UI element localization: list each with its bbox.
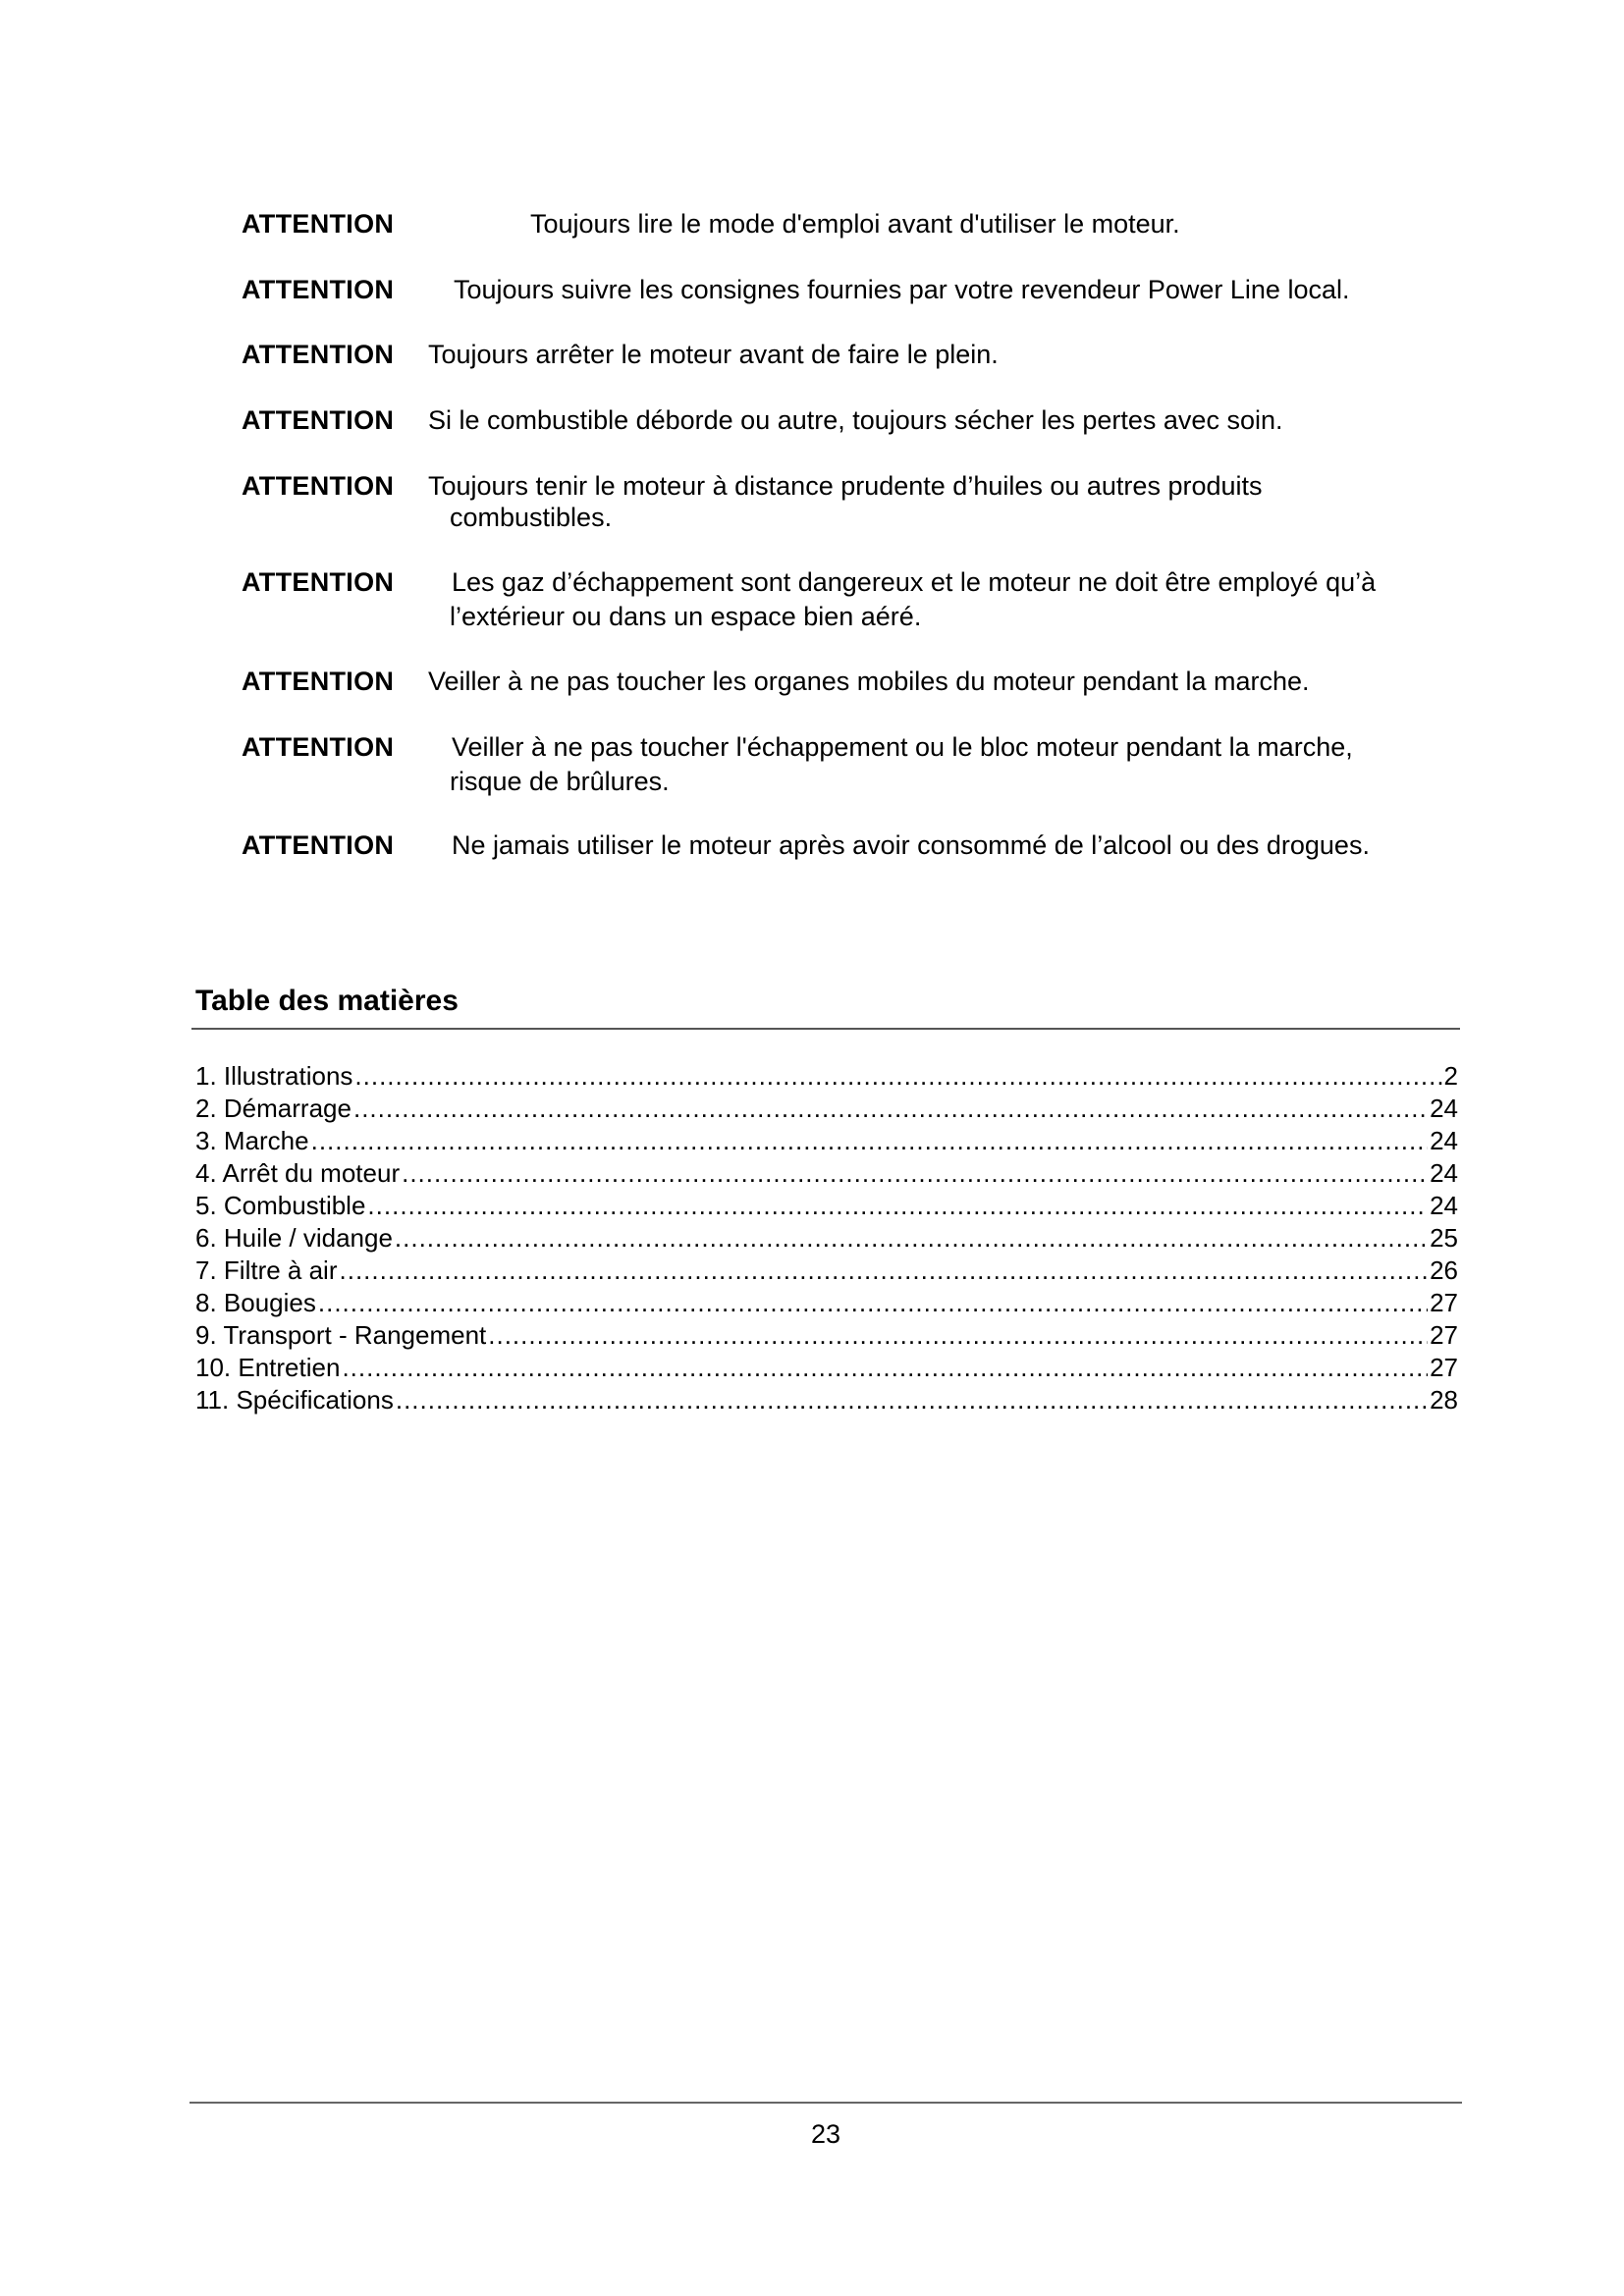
warning-text: Toujours tenir le moteur à distance prudente d’huiles ou autres produits — [428, 471, 1263, 501]
warning-label: ATTENTION — [242, 340, 395, 369]
warning-text: Veiller à ne pas toucher les organes mobiles du moteur pendant la marche. — [428, 667, 1310, 696]
toc-leader-dots — [402, 1157, 1428, 1190]
footer-divider — [189, 2102, 1462, 2104]
warning-label: ATTENTION — [242, 667, 395, 696]
toc-divider — [191, 1028, 1460, 1030]
toc-list — [195, 1060, 1458, 1416]
toc-entry-label: 7. Filtre à air — [195, 1255, 338, 1285]
warning-label: ATTENTION — [242, 405, 395, 435]
toc-entry-label: 3. Marche — [195, 1126, 309, 1155]
toc-entry-page: 24 — [1430, 1191, 1458, 1220]
toc-leader-dots — [396, 1384, 1428, 1416]
toc-entry-label: 8. Bougies — [195, 1288, 316, 1317]
toc-entry-page: 2 — [1443, 1061, 1458, 1091]
warning-text: Toujours arrêter le moteur avant de faire le plein. — [428, 340, 999, 369]
warning-text-continued: combustibles. — [450, 503, 613, 532]
toc-entry[interactable] — [195, 1060, 1458, 1093]
toc-entry[interactable] — [195, 1352, 1458, 1384]
toc-entry-label: 6. Huile / vidange — [195, 1223, 393, 1253]
toc-entry-page: 24 — [1430, 1126, 1458, 1155]
toc-entry-page: 24 — [1430, 1158, 1458, 1188]
toc-leader-dots — [353, 1093, 1428, 1125]
toc-leader-dots — [395, 1222, 1428, 1255]
toc-entry[interactable] — [195, 1255, 1458, 1287]
warning-text: Ne jamais utiliser le moteur après avoir consommé de l’alcool ou des drogues. — [452, 830, 1370, 860]
warning-label: ATTENTION — [242, 275, 395, 304]
toc-entry[interactable] — [195, 1093, 1458, 1125]
warning-label: ATTENTION — [242, 830, 395, 860]
toc-entry-page: 25 — [1430, 1223, 1458, 1253]
toc-entry-label: 2. Démarrage — [195, 1094, 352, 1123]
toc-entry-label: 4. Arrêt du moteur — [195, 1158, 401, 1188]
toc-entry-label: 9. Transport - Rangement — [195, 1320, 487, 1350]
toc-leader-dots — [488, 1319, 1428, 1352]
toc-title: Table des matières — [195, 985, 459, 1017]
warning-text-continued: risque de brûlures. — [450, 767, 670, 796]
toc-entry-label: 5. Combustible — [195, 1191, 366, 1220]
toc-entry-page: 27 — [1430, 1353, 1458, 1382]
toc-entry-page: 27 — [1430, 1288, 1458, 1317]
toc-entry-label: 11. Spécifications — [195, 1385, 394, 1415]
toc-entry-page: 27 — [1430, 1320, 1458, 1350]
warning-text: Les gaz d’échappement sont dangereux et le moteur ne doit être employé qu’à — [452, 567, 1377, 597]
warning-text-continued: l’extérieur ou dans un espace bien aéré. — [450, 602, 922, 631]
toc-leader-dots — [354, 1060, 1441, 1093]
warning-label: ATTENTION — [242, 209, 395, 239]
toc-entry[interactable] — [195, 1157, 1458, 1190]
warning-text: Toujours suivre les consignes fournies par votre revendeur Power Line local. — [454, 275, 1350, 304]
warning-text: Toujours lire le mode d'emploi avant d'utiliser le moteur. — [530, 209, 1180, 239]
toc-entry[interactable] — [195, 1319, 1458, 1352]
toc-entry[interactable] — [195, 1190, 1458, 1222]
toc-entry-page: 28 — [1430, 1385, 1458, 1415]
warning-label: ATTENTION — [242, 471, 395, 501]
toc-entry-page: 24 — [1430, 1094, 1458, 1123]
toc-leader-dots — [318, 1287, 1428, 1319]
toc-entry[interactable] — [195, 1125, 1458, 1157]
toc-entry-label: 1. Illustrations — [195, 1061, 353, 1091]
toc-leader-dots — [342, 1352, 1428, 1384]
warning-text: Veiller à ne pas toucher l'échappement ou le bloc moteur pendant la marche, — [452, 732, 1353, 762]
toc-entry[interactable] — [195, 1222, 1458, 1255]
warning-label: ATTENTION — [242, 567, 395, 597]
warning-text: Si le combustible déborde ou autre, toujours sécher les pertes avec soin. — [428, 405, 1283, 435]
toc-leader-dots — [367, 1190, 1428, 1222]
page-number: 23 — [810, 2119, 841, 2149]
warning-label: ATTENTION — [242, 732, 395, 762]
toc-leader-dots — [340, 1255, 1429, 1287]
toc-entry-label: 10. Entretien — [195, 1353, 341, 1382]
toc-entry-page: 26 — [1430, 1255, 1458, 1285]
toc-entry[interactable] — [195, 1287, 1458, 1319]
toc-entry[interactable] — [195, 1384, 1458, 1416]
toc-leader-dots — [311, 1125, 1428, 1157]
